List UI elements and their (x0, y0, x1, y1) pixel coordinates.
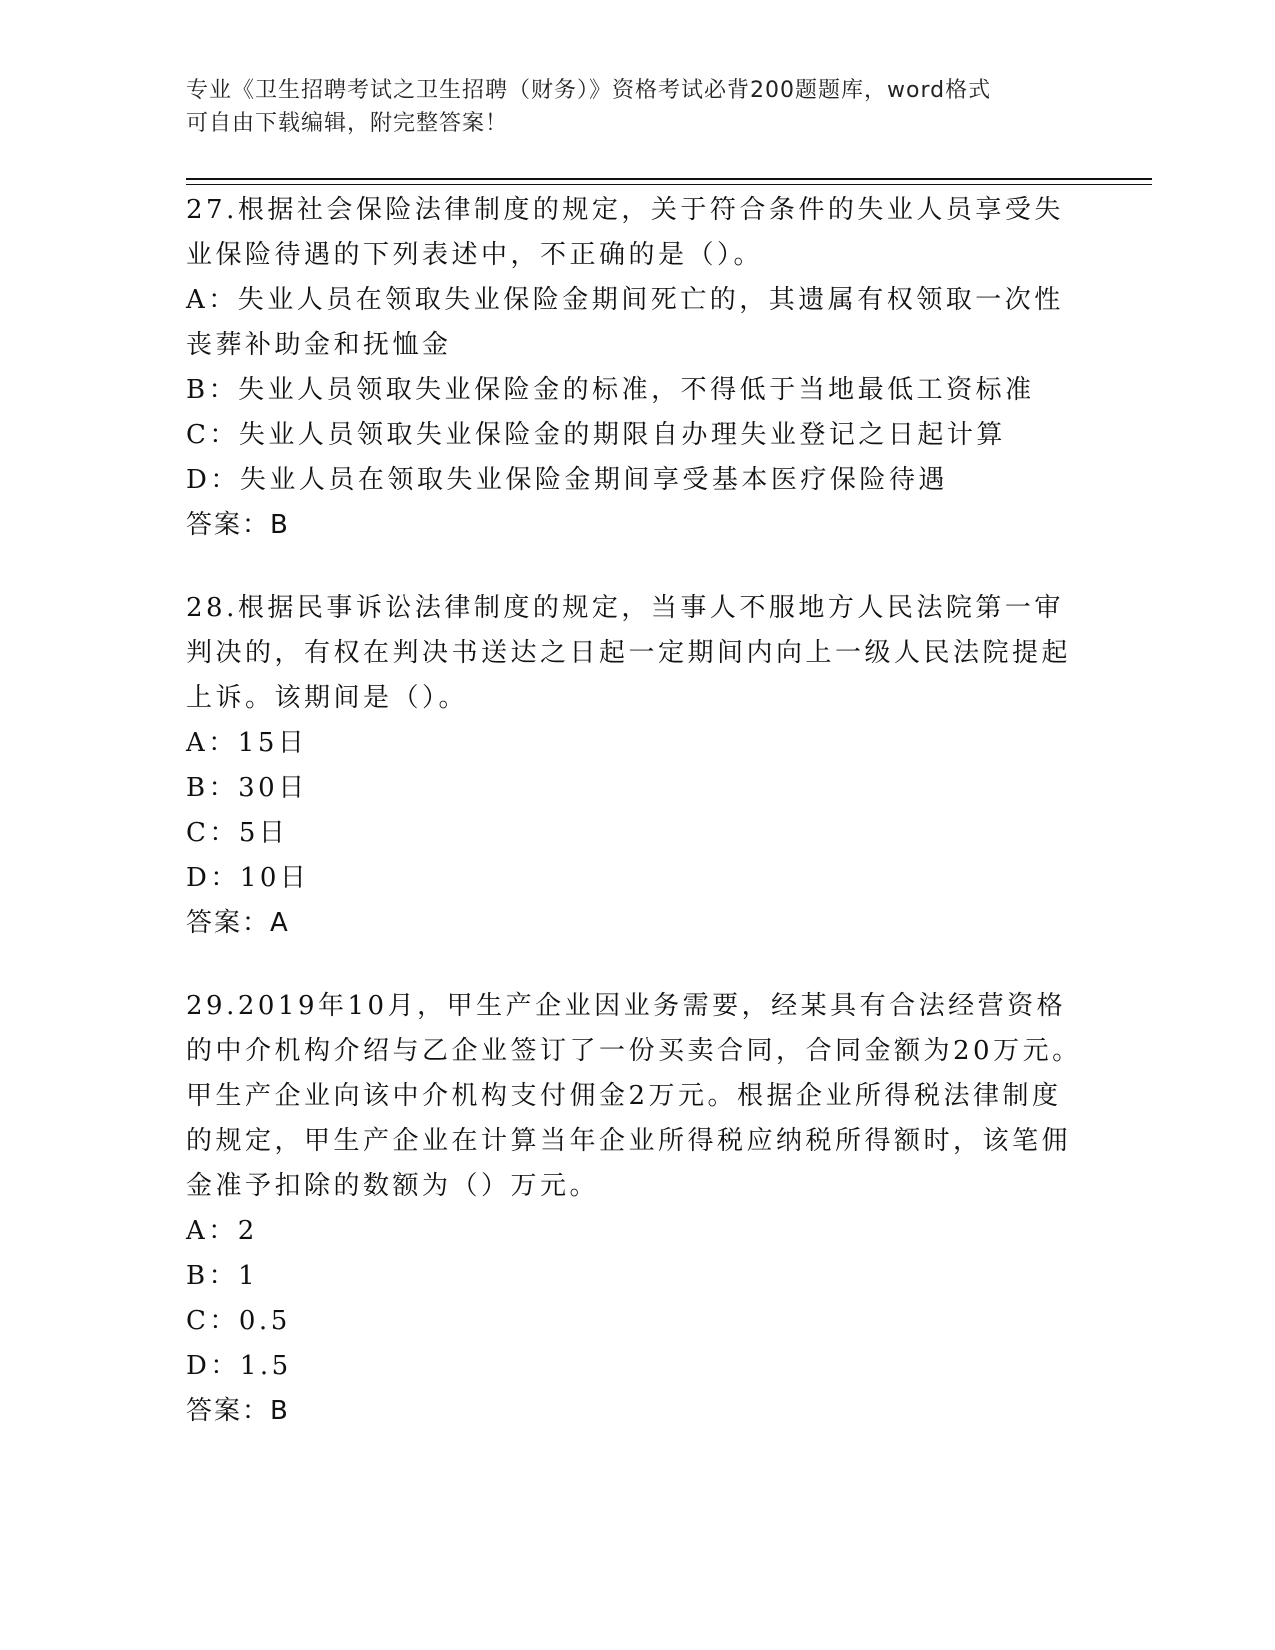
question-list (186, 188, 1086, 1472)
question-28 (186, 586, 1086, 946)
option-d: D：10日 (186, 863, 310, 893)
option-d: D：失业人员在领取失业保险金期间享受基本医疗保险待遇 (186, 465, 948, 495)
header-divider-thick (186, 178, 1152, 180)
option-c: C：0.5 (186, 1306, 291, 1336)
question-29 (186, 984, 1086, 1434)
answer: 答案：B (186, 1396, 290, 1426)
answer: 答案：A (186, 908, 290, 938)
header-divider-thin (186, 184, 1152, 185)
header-line-2: 可自由下载编辑，附完整答案！ (186, 111, 509, 136)
header-line-1: 专业《卫生招聘考试之卫生招聘（财务）》资格考试必背200题题库，word格式 (186, 78, 992, 103)
option-c: C：失业人员领取失业保险金的期限自办理失业登记之日起计算 (186, 420, 1006, 450)
option-d: D：1.5 (186, 1351, 292, 1381)
option-a: A：15日 (186, 728, 308, 758)
option-a: A：失业人员在领取失业保险金期间死亡的，其遗属有权领取一次性丧葬补助金和抚恤金 (186, 285, 1064, 360)
option-c: C：5日 (186, 818, 289, 848)
document-header (186, 74, 1066, 140)
option-b: B：30日 (186, 773, 308, 803)
question-text: 29.2019年10月，甲生产企业因业务需要，经某具有合法经营资格的中介机构介绍与乙企业签订了一份买卖合同，合同金额为20万元。甲生产企业向该中介机构支付佣金2万元。根据企业所得税法律制度的规定，甲生产企业在计算当年企业所得税应纳税所得额时，该笔佣金准予扣除的数额为（）万元。 (186, 991, 1082, 1201)
question-text: 27.根据社会保险法律制度的规定，关于符合条件的失业人员享受失业保险待遇的下列表述中，不正确的是（）。 (186, 195, 1064, 270)
question-text: 28.根据民事诉讼法律制度的规定，当事人不服地方人民法院第一审判决的，有权在判决书送达之日起一定期间内向上一级人民法院提起上诉。该期间是（）。 (186, 593, 1072, 713)
option-b: B：1 (186, 1261, 259, 1291)
question-27 (186, 188, 1086, 548)
option-a: A：2 (186, 1216, 258, 1246)
option-b: B：失业人员领取失业保险金的标准，不得低于当地最低工资标准 (186, 375, 1035, 405)
answer: 答案：B (186, 510, 290, 540)
